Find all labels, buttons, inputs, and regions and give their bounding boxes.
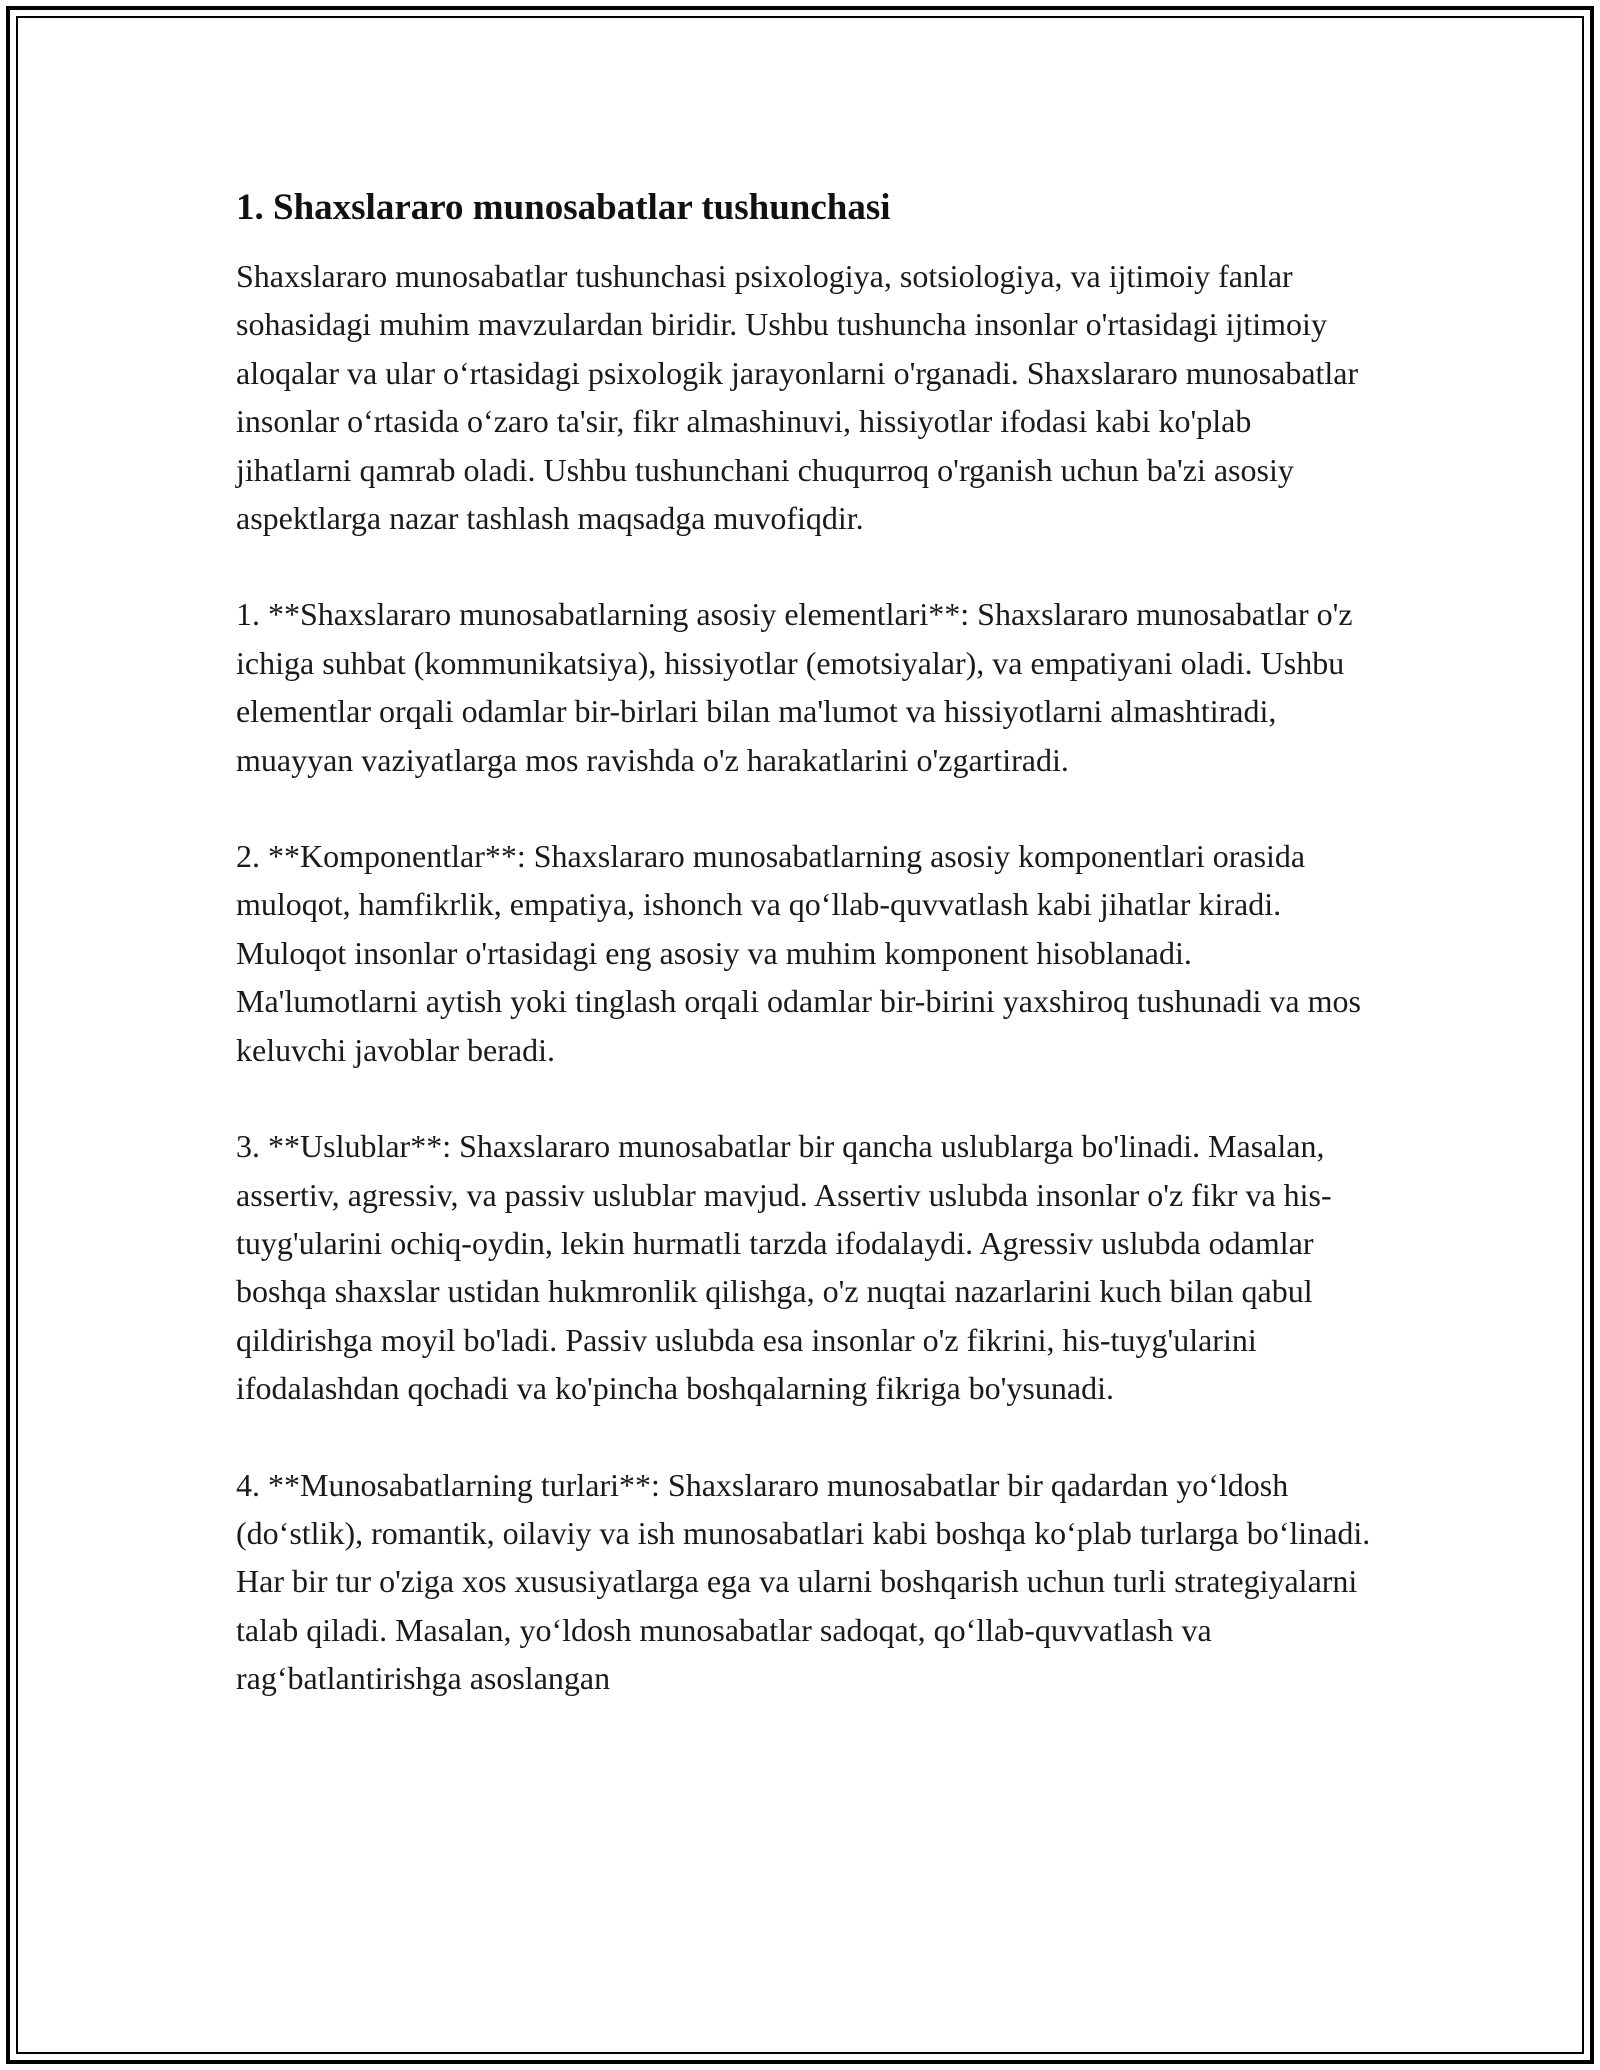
section-heading: 1. Shaxslararo munosabatlar tushunchasi [236,187,891,228]
document-body [236,184,1371,1751]
intro-paragraph: Shaxslararo munosabatlar tushunchasi psixologiya, sotsiologiya, va ijtimoiy fanlar sohasidagi muhim mavzulardan biridir. Ushbu tushuncha insonlar o'rtasidagi ijtimoiy aloqalar va ular o‘rtasidagi psixologik jarayonlarni o'rganadi. Shaxslararo munosabatlar insonlar o‘rtasida o‘zaro ta'sir, fikr almashinuvi, hissiyotlar ifodasi kabi ko'plab jihatlarni qamrab oladi. Ushbu tushunchani chuqurroq o'rganish uchun ba'zi asosiy aspektlarga nazar tashlash maqsadga muvofiqdir. [236,258,1359,537]
paragraph-styles: 3. **Uslublar**: Shaxslararo munosabatlar bir qancha uslublarga bo'linadi. Masalan, assertiv, agressiv, va passiv uslublar mavjud. Assertiv uslubda insonlar o'z fikr va his-tuyg'ularini ochiq-oydin, lekin hurmatli tarzda ifodalaydi. Agressiv uslubda odamlar boshqa shaxslar ustidan hukmronlik qilishga, o'z nuqtai nazarlarini kuch bilan qabul qildirishga moyil bo'ladi. Passiv uslubda esa insonlar o'z fikrini, his-tuyg'ularini ifodalashdan qochadi va ko'pincha boshqalarning fikriga bo'ysunadi. [236,1128,1332,1407]
paragraph-components: 2. **Komponentlar**: Shaxslararo munosabatlarning asosiy komponentlari orasida muloqot, hamfikrlik, empatiya, ishonch va qo‘llab-quvvatlash kabi jihatlar kiradi. Muloqot insonlar o'rtasidagi eng asosiy va muhim komponent hisoblanadi. Ma'lumotlarni aytish yoki tinglash orqali odamlar bir-birini yaxshiroq tushunadi va mos keluvchi javoblar beradi. [236,838,1361,1068]
paragraph-elements: 1. **Shaxslararo munosabatlarning asosiy elementlari**: Shaxslararo munosabatlar o'z ichiga suhbat (kommunikatsiya), hissiyotlar (emotsiyalar), va empatiyani oladi. Ushbu elementlar orqali odamlar bir-birlari bilan ma'lumot va hissiyotlarni almashtiradi, muayyan vaziyatlarga mos ravishda o'z harakatlarini o'zgartiradi. [236,596,1353,778]
paragraph-relationship-types: 4. **Munosabatlarning turlari**: Shaxslararo munosabatlar bir qadardan yo‘ldosh (do‘stlik), romantik, oilaviy va ish munosabatlari kabi boshqa ko‘plab turlarga bo‘linadi. Har bir tur o'ziga xos xususiyatlarga ega va ularni boshqarish uchun turli strategiyalarni talab qiladi. Masalan, yo‘ldosh munosabatlar sadoqat, qo‘llab-quvvatlash va rag‘batlantirishga asoslangan [236,1466,1371,1697]
